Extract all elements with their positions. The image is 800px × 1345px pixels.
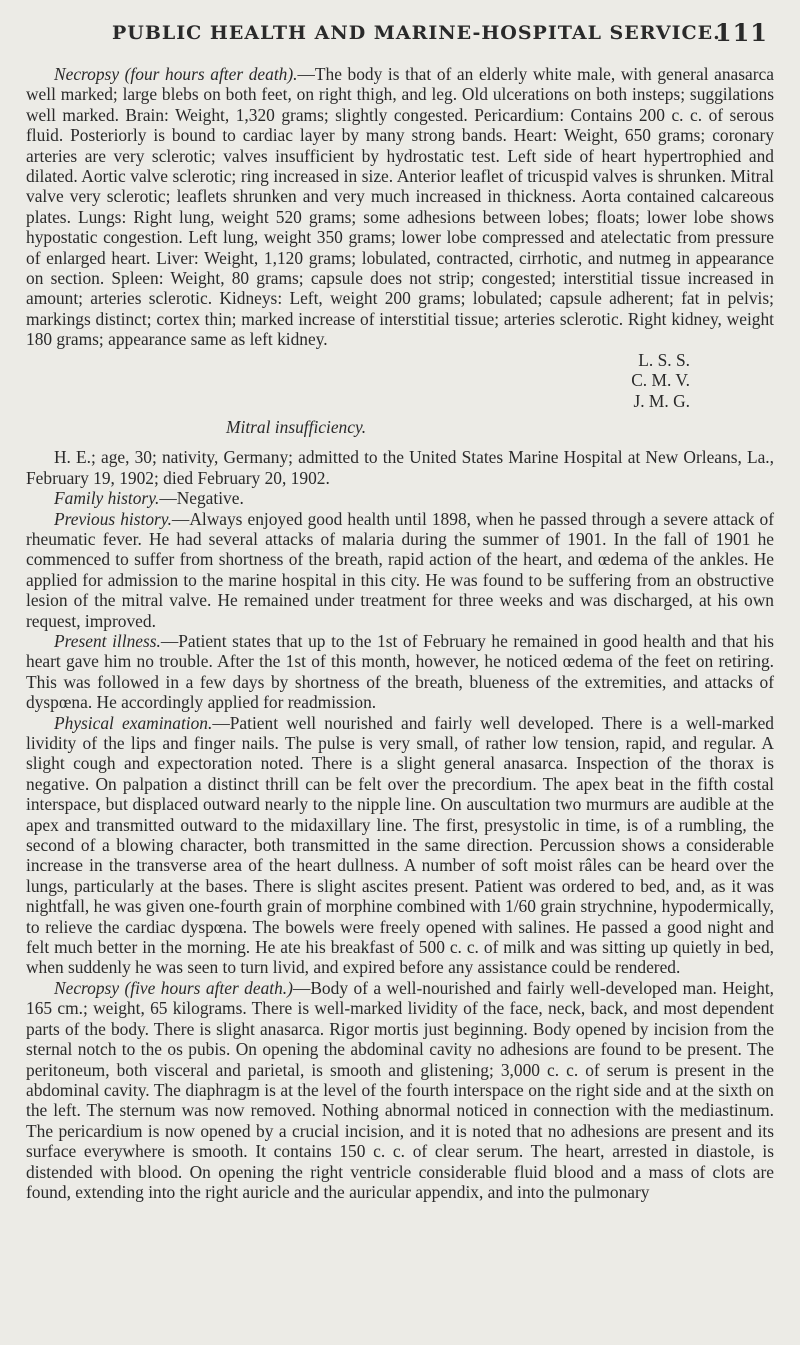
present-illness-text: —Patient states that up to the 1st of February he remained in good health and that his heart gave him no trouble. After the 1st of this month, however, he noticed œdema of the feet on retiring. This was followed in a few days by shortness of the breath, blueness of the extremities, and attacks of dyspœna. He accordingly applied for readmission. [26,630,774,713]
necropsy-paragraph-2 [26,978,774,1202]
necropsy-2-text: —Body of a well-nourished and fairly well-developed man. Height, 165 cm.; weight, 65 kilograms. There is well-marked lividity of the face, neck, back, and most dependent parts of the body. There is slight anasarca. Rigor mortis just beginning. Body opened by incision from the sternal notch to the os pubis. On opening the abdominal cavity no adhesions are found to be present. The peritoneum, both visceral and parietal, is smooth and glistening; 3,000 c. c. of serum is present in the abdominal cavity. The diaphragm is at the level of the fourth interspace on the right side and at the sixth on the left. The sternum was now removed. Nothing abnormal noticed in connection with the mediastinum. The pericardium is now opened by a crucial incision, and it is noted that no adhesions are present and its surface everywhere is smooth. It contains 150 c. c. of clear serum. The heart, arrested in diastole, is distended with blood. On opening the right ventricle considerable fluid blood and a mass of clots are found, extending into the right auricle and the auricular appendix, and into the pulmonary [26,977,774,1202]
body-text [26,64,774,1202]
physical-exam-text: —Patient well nourished and fairly well developed. There is a well-marked lividity of the lips and finger nails. The pulse is very small, of rather low tension, rapid, and regular. A slight cough and expectoration noted. There is a slight general anasarca. Inspection of the thorax is negative. On palpation a distinct thrill can be felt over the precordium. The apex beat in the fifth costal interspace, but displaced outward nearly to the nipple line. On auscultation two murmurs are audible at the apex and transmitted outward to the midaxillary line. The first, presystolic in time, is of a rumbling, the second of a blowing character, both transmitted in the same direction. Percussion shows a considerable increase in the transverse area of the heart dullness. A number of soft moist râles can be heard over the lungs, particularly at the bases. There is slight ascites present. Patient was ordered to bed, and, as it was nightfall, he was given one-fourth grain of morphine combined with 1/60 grain strychnine, hypodermically, to relieve the cardiac dyspœna. The bowels were freely opened with salines. He passed a good night and felt much better in the morning. He ate his breakfast of 500 c. c. of milk and was sitting up quietly in bed, when suddenly he was seen to turn livid, and expired before any assistance could be rendered. [26,712,775,978]
page-number: 111 [714,18,768,47]
section-heading: Mitral insufficiency. [226,416,367,437]
signature-block [26,350,690,411]
physical-exam-paragraph [26,713,774,978]
present-illness-paragraph [26,631,774,713]
previous-history-text: —Always enjoyed good health until 1898, when he passed through a severe attack of rheumatic fever. He had several attacks of malaria during the summer of 1901. In the fall of 1901 he commenced to suffer from shortness of the breath, rapid action of the heart, and œdema of the ankles. He applied for admission to the marine hospital in this city. He was found to be suffering from an obstructive lesion of the mitral valve. He remained under treatment for three weeks and was discharged, at his own request, improved. [26,508,775,631]
case-intro-paragraph: H. E.; age, 30; nativity, Germany; admitted to the United States Marine Hospital at New Orleans, La., February 19, 1902; died February 20, 1902. [26,447,774,488]
previous-history-lead: Previous history. [54,508,172,529]
present-illness-lead: Present illness. [54,630,161,651]
physical-exam-lead: Physical examination. [54,712,213,733]
family-history-lead: Family history. [54,488,160,509]
family-history-text: —Negative. [159,488,244,509]
signature-2: C. M. V. [631,370,690,391]
running-header [26,18,774,48]
previous-history-paragraph [26,509,774,631]
necropsy-1-lead: Necropsy (four hours after death). [54,64,298,84]
necropsy-1-text: —The body is that of an elderly white male, with general anasarca well marked; large blebs on both feet, on right thigh, and leg. Old ulcerations on both insteps; suggilations well marked. Brain: Weight, 1,320 grams; slightly congested. Pericardium: Contains 200 c. c. of serous fluid. Posteriorly is bound to cardiac layer by many strong bands. Heart: Weight, 650 grams; coronary arteries are very sclerotic; valves insufficient by hydrostatic test. Left side of heart hypertrophied and dilated. Aortic valve sclerotic; ring increased in size. Anterior leaflet of tricuspid valves is shrunken. Mitral valve very sclerotic; leaflets shrunken and very much increased in thickness. Aorta contained calcareous plates. Lungs: Right lung, weight 520 grams; some adhesions between lobes; floats; lower lobe shows hypostatic congestion. Left lung, weight 350 grams; lower lobe compressed and atelectatic from pressure of enlarged heart. Liver: Weight, 1,120 grams; lobulated, contracted, cirrhotic, and nutmeg in appearance on section. Spleen: Weight, 80 grams; capsule does not strip; congested; interstitial tissue increased in amount; arteries sclerotic. Kidneys: Left, weight 200 grams; lobulated; capsule adherent; fat in pelvis; markings distinct; cortex thin; marked increase of interstitial tissue; arteries sclerotic. Right kidney, weight 180 grams; appearance same as left kidney. [26,64,774,350]
family-history-paragraph [26,488,774,508]
necropsy-paragraph-1 [26,64,774,350]
signature-3: J. M. G. [633,390,690,411]
necropsy-2-lead: Necropsy (five hours after death.) [54,977,293,998]
signature-1: L. S. S. [638,349,690,370]
header-title: PUBLIC HEALTH AND MARINE-HOSPITAL SERVICE. [112,22,721,44]
